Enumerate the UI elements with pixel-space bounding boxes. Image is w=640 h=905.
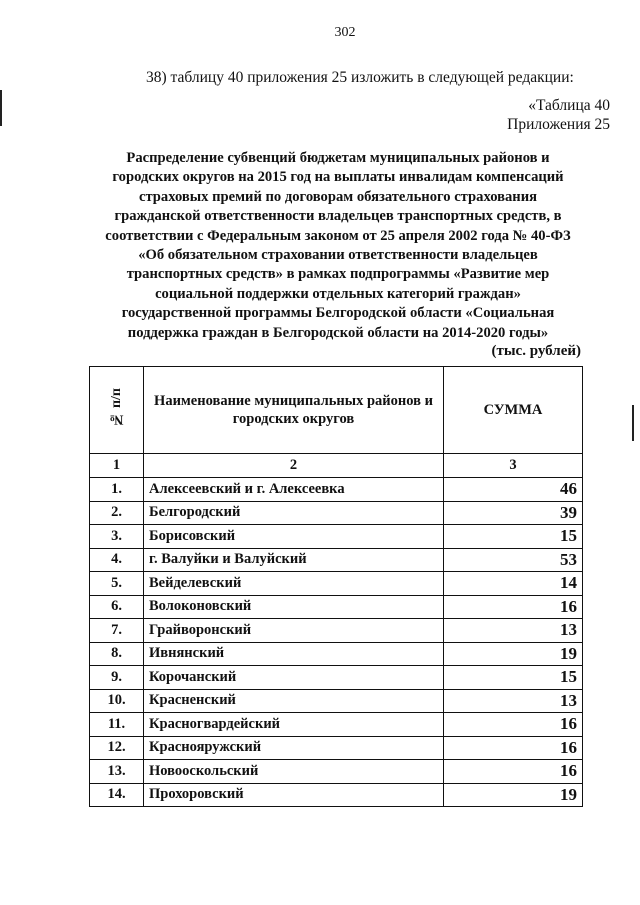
title-line: соответствии с Федеральным законом от 25 апреля 2002 года № 40-ФЗ <box>105 227 571 244</box>
row-num: 8. <box>90 642 144 666</box>
header-name: Наименование муниципальных районов и городских округов <box>144 367 444 454</box>
row-num: 5. <box>90 572 144 596</box>
page-number: 302 <box>334 25 356 40</box>
table-header-row <box>90 367 583 454</box>
table-row <box>90 760 583 784</box>
row-num: 13. <box>90 760 144 784</box>
table-row <box>90 713 583 737</box>
table-row <box>90 525 583 549</box>
margin-mark-right <box>632 405 634 441</box>
row-name: г. Валуйки и Валуйский <box>144 548 444 572</box>
row-sum: 46 <box>444 478 583 502</box>
row-name: Волоконовский <box>144 595 444 619</box>
row-num: 4. <box>90 548 144 572</box>
column-number: 2 <box>144 454 444 478</box>
row-name: Ивнянский <box>144 642 444 666</box>
row-num: 14. <box>90 783 144 807</box>
table-row <box>90 572 583 596</box>
table-body <box>90 478 583 807</box>
row-num: 3. <box>90 525 144 549</box>
row-name: Краснояружский <box>144 736 444 760</box>
row-name: Красногвардейский <box>144 713 444 737</box>
row-sum: 16 <box>444 713 583 737</box>
row-name: Красненский <box>144 689 444 713</box>
table-ref-line: «Таблица 40 <box>528 97 610 114</box>
table-row <box>90 501 583 525</box>
table-row <box>90 619 583 643</box>
row-sum: 19 <box>444 783 583 807</box>
units-label: (тыс. рублей) <box>491 343 581 359</box>
row-num: 9. <box>90 666 144 690</box>
title-line: гражданской ответственности владельцев транспортных средств, в <box>114 208 562 225</box>
header-sum: СУММА <box>444 367 583 454</box>
table-row <box>90 642 583 666</box>
row-sum: 39 <box>444 501 583 525</box>
row-num: 6. <box>90 595 144 619</box>
table-row <box>90 689 583 713</box>
row-sum: 13 <box>444 689 583 713</box>
table-row <box>90 736 583 760</box>
title-line: социальной поддержки отдельных категорий граждан» <box>155 285 521 302</box>
row-name: Вейделевский <box>144 572 444 596</box>
row-name: Алексеевский и г. Алексеевка <box>144 478 444 502</box>
row-num: 12. <box>90 736 144 760</box>
column-number-row <box>90 454 583 478</box>
row-name: Корочанский <box>144 666 444 690</box>
table-row <box>90 478 583 502</box>
row-name: Белгородский <box>144 501 444 525</box>
row-sum: 13 <box>444 619 583 643</box>
row-name: Новооскольский <box>144 760 444 784</box>
title-line: Распределение субвенций бюджетам муниципальных районов и <box>126 150 550 166</box>
row-num: 10. <box>90 689 144 713</box>
row-sum: 16 <box>444 760 583 784</box>
title-line: городских округов на 2015 год на выплаты инвалидам компенсаций <box>112 169 564 186</box>
row-num: 1. <box>90 478 144 502</box>
row-name: Борисовский <box>144 525 444 549</box>
column-number: 3 <box>444 454 583 478</box>
table-row <box>90 666 583 690</box>
title-line: страховых премий по договорам обязательного страхования <box>138 188 538 205</box>
row-sum: 16 <box>444 736 583 760</box>
title-line: транспортных средств» в рамках подпрограммы «Развитие мер <box>126 266 550 283</box>
row-sum: 15 <box>444 666 583 690</box>
row-num: 2. <box>90 501 144 525</box>
margin-mark-left <box>0 90 2 126</box>
document-title <box>88 149 588 343</box>
row-name: Прохоровский <box>144 783 444 807</box>
table-reference <box>507 96 610 134</box>
table-row <box>90 548 583 572</box>
row-sum: 14 <box>444 572 583 596</box>
column-number: 1 <box>90 454 144 478</box>
row-sum: 15 <box>444 525 583 549</box>
row-sum: 53 <box>444 548 583 572</box>
title-line: государственной программы Белгородской области «Социальная <box>121 305 555 322</box>
table-row <box>90 783 583 807</box>
table-row <box>90 595 583 619</box>
header-num: № п/п <box>90 367 144 454</box>
row-name: Грайворонский <box>144 619 444 643</box>
subsidies-table <box>89 366 583 807</box>
instruction-text: 38) таблицу 40 приложения 25 изложить в следующей редакции: <box>146 69 574 86</box>
row-sum: 16 <box>444 595 583 619</box>
title-line: поддержка граждан в Белгородской области на 2014-2020 годы» <box>127 324 549 341</box>
row-num: 7. <box>90 619 144 643</box>
table-ref-line: Приложения 25 <box>507 116 610 133</box>
row-num: 11. <box>90 713 144 737</box>
row-sum: 19 <box>444 642 583 666</box>
title-line: «Об обязательном страховании ответственности владельцев <box>138 247 538 264</box>
